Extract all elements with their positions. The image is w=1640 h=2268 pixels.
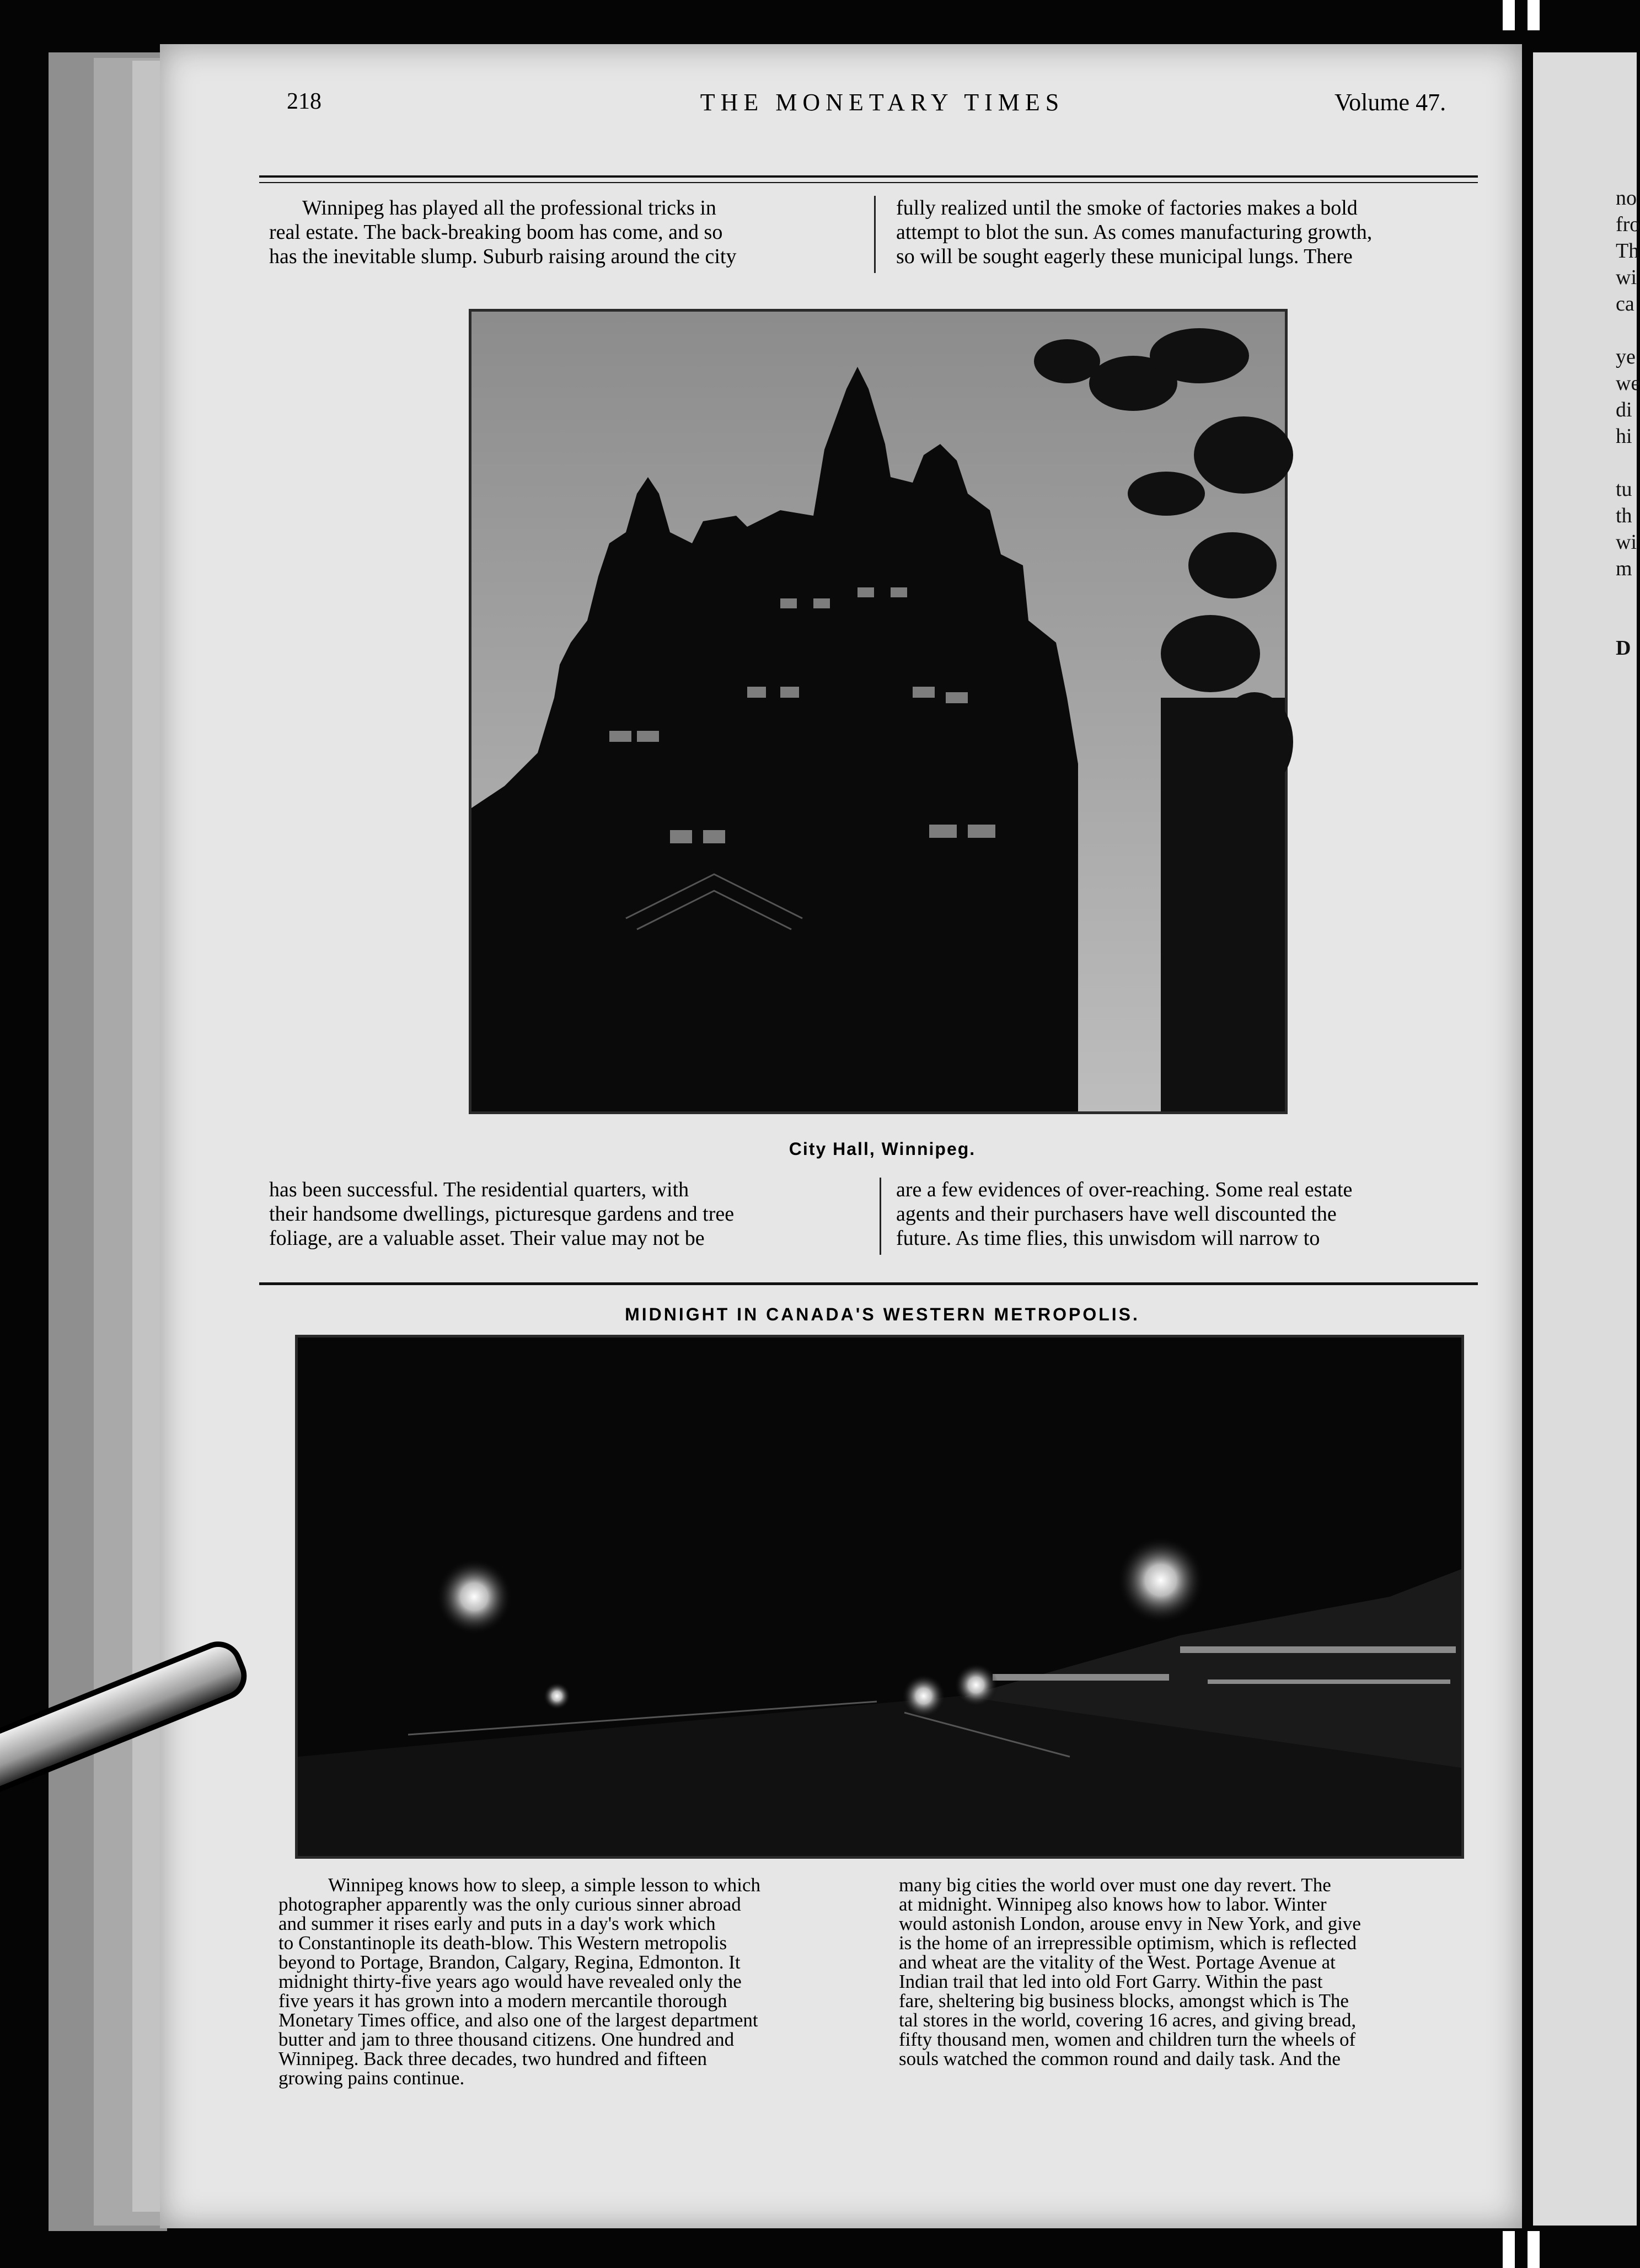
text-fragment: no <box>1616 186 1637 210</box>
text-fragment: th <box>1616 504 1632 527</box>
text-fragment: di <box>1616 398 1632 421</box>
column-rule <box>880 1178 881 1255</box>
text-line: beyond to Portage, Brandon, Calgary, Regina, Edmonton. It <box>278 1951 741 1973</box>
figure-caption: City Hall, Winnipeg. <box>789 1139 976 1159</box>
text-fragment <box>1616 450 1637 476</box>
text-line: butter and jam to three thousand citizens. One hundred and <box>278 2029 735 2050</box>
text-fragment: ca <box>1616 292 1634 315</box>
text-line: many big cities the world over must one day revert. The <box>899 1874 1331 1896</box>
film-mark <box>1503 0 1515 30</box>
text-line: photographer apparently was the only curious sinner abroad <box>278 1893 741 1915</box>
text-fragment: ye <box>1616 345 1636 368</box>
text-line: so will be sought eagerly these municipal lungs. There <box>896 245 1353 268</box>
page-number: 218 <box>287 89 321 114</box>
neighbor-page <box>1533 52 1640 2226</box>
bottom-text-right <box>899 1875 1483 2068</box>
text-line: Winnipeg knows how to sleep, a simple lesson to which <box>328 1874 761 1896</box>
mid-text-left <box>269 1178 870 1250</box>
text-line: their handsome dwellings, picturesque gardens and tree <box>269 1202 735 1226</box>
text-line: are a few evidences of over-reaching. Some real estate <box>896 1178 1353 1201</box>
text-fragment: hi <box>1616 425 1632 448</box>
text-line: is the home of an irrepressible optimism, which is reflected <box>899 1932 1357 1954</box>
text-line: would astonish London, arouse envy in New York, and give <box>899 1913 1361 1934</box>
section-headline: MIDNIGHT IN CANADA'S WESTERN METROPOLIS. <box>625 1304 1140 1324</box>
text-fragment: m <box>1616 557 1632 580</box>
text-fragment: fro <box>1616 213 1640 236</box>
text-fragment: tu <box>1616 478 1632 501</box>
text-line: at midnight. Winnipeg also knows how to labor. Winter <box>899 1893 1327 1915</box>
text-line: Winnipeg has played all the professional tricks in <box>302 196 716 220</box>
text-line: fare, sheltering big business blocks, amongst which is The <box>899 1990 1349 2012</box>
text-line: future. As time flies, this unwisdom will narrow to <box>896 1227 1320 1250</box>
text-fragment: Th <box>1616 239 1639 263</box>
night-street-photo <box>295 1335 1464 1859</box>
film-mark <box>1528 0 1540 30</box>
mid-text-right <box>896 1178 1481 1250</box>
header-rule <box>259 175 1478 178</box>
text-line: attempt to blot the sun. As comes manufacturing growth, <box>896 221 1373 244</box>
text-fragment: D <box>1616 636 1631 660</box>
text-line: and wheat are the vitality of the West. Portage Avenue at <box>899 1951 1336 1973</box>
text-fragment: wi <box>1616 531 1637 554</box>
city-hall-photo <box>469 309 1288 1114</box>
text-line: agents and their purchasers have well discounted the <box>896 1202 1337 1226</box>
text-fragment: we <box>1616 372 1640 395</box>
text-line: Winnipeg. Back three decades, two hundred and fifteen <box>278 2048 708 2069</box>
text-fragment <box>1616 582 1637 608</box>
text-line: real estate. The back-breaking boom has come, and so <box>269 221 723 244</box>
text-fragment: wi <box>1616 266 1637 289</box>
column-rule <box>874 196 876 273</box>
text-line: fifty thousand men, women and children turn the wheels of <box>899 2029 1356 2050</box>
film-mark <box>1503 2231 1515 2268</box>
night-street-illustration <box>298 1338 1461 1856</box>
text-line: has been successful. The residential quarters, with <box>269 1178 689 1201</box>
text-line: foliage, are a valuable asset. Their value may not be <box>269 1227 705 1250</box>
text-line: to Constantinople its death-blow. This Western metropolis <box>278 1932 727 1954</box>
text-line: has the inevitable slump. Suburb raising around the city <box>269 245 737 268</box>
text-line: midnight thirty-five years ago would have revealed only the <box>278 1971 742 1992</box>
neighbor-page-column <box>1533 52 1640 661</box>
text-line: growing pains continue. <box>278 2067 465 2089</box>
volume-label: Volume 47. <box>1334 89 1446 116</box>
top-text-right <box>896 196 1481 269</box>
publication-title: THE MONETARY TIMES <box>700 89 1065 116</box>
text-line: Indian trail that led into old Fort Garry. Within the past <box>899 1971 1323 1992</box>
top-text-left <box>269 196 870 269</box>
text-fragment <box>1616 317 1637 344</box>
text-fragment <box>1616 608 1637 635</box>
text-line: tal stores in the world, covering 16 acres, and giving bread, <box>899 2009 1357 2031</box>
text-line: fully realized until the smoke of factories makes a bold <box>896 196 1358 220</box>
header-rule <box>259 182 1478 183</box>
text-line: Monetary Times office, and also one of the largest department <box>278 2009 758 2031</box>
text-line: five years it has grown into a modern mercantile thorough <box>278 1990 727 2012</box>
text-line: souls watched the common round and daily task. And the <box>899 2048 1341 2069</box>
section-rule <box>259 1282 1478 1285</box>
film-mark <box>1528 2231 1540 2268</box>
bottom-text-left <box>278 1875 882 2088</box>
city-hall-illustration <box>471 312 1285 1111</box>
text-line: and summer it rises early and puts in a day's work which <box>278 1913 716 1934</box>
